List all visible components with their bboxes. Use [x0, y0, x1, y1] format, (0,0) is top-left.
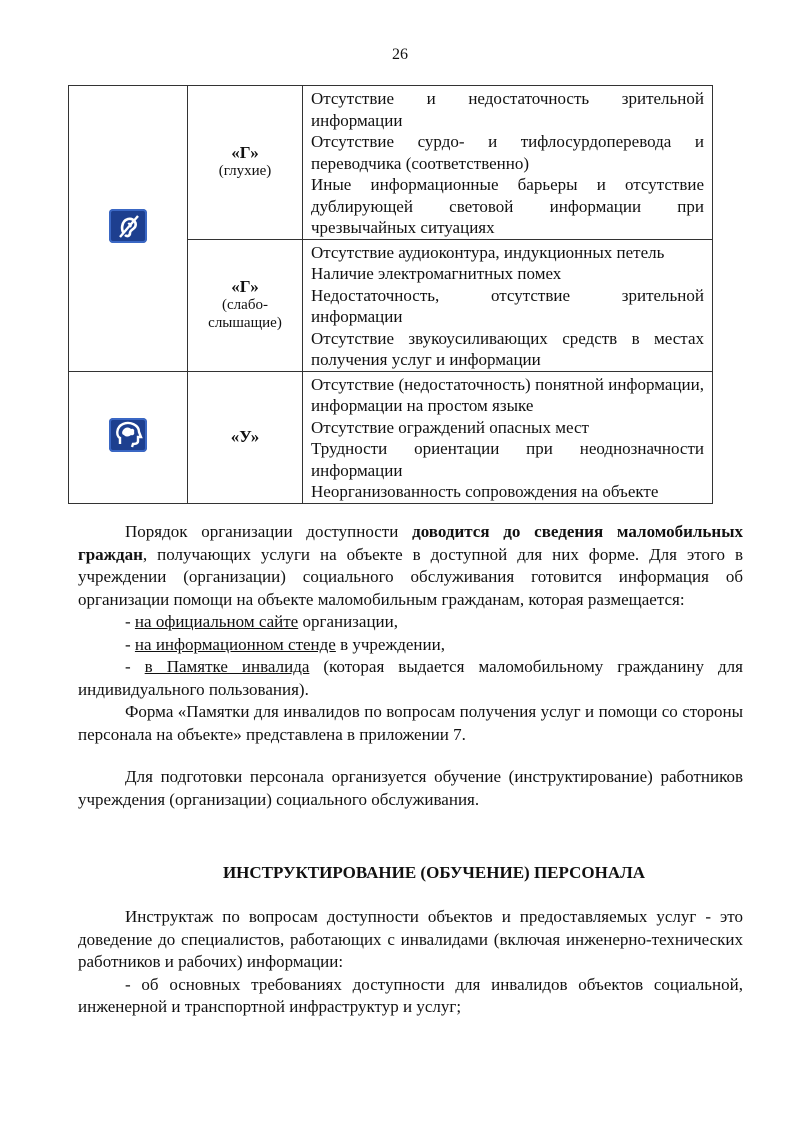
icon-cell	[69, 371, 188, 503]
category-code: «У»	[230, 427, 260, 446]
barrier-item: Отсутствие ограждений опасных мест	[311, 417, 589, 437]
list-bullet: -	[125, 612, 135, 631]
category-cell	[188, 239, 303, 371]
barrier-item: Отсутствие аудиоконтура, индукционных петель	[311, 242, 665, 262]
list-bullet: -	[125, 634, 135, 654]
category-code: «Г»	[231, 143, 259, 163]
underlined-text: на информационном стенде	[134, 634, 336, 654]
paragraph: Форма «Памятки для инвалидов по вопросам получения услуг и помощи со стороны персонала на объекте» представлена в приложении 7.	[78, 702, 743, 744]
paragraph-text: Порядок организации доступности	[125, 522, 413, 541]
category-cell	[188, 371, 303, 503]
list-text: организации,	[298, 612, 398, 631]
list-bullet: -	[125, 657, 145, 676]
paragraph	[78, 521, 743, 611]
section-heading: ИНСТРУКТИРОВАНИЕ (ОБУЧЕНИЕ) ПЕРСОНАЛА	[222, 863, 646, 882]
barrier-item: Неорганизованность сопровождения на объекте	[311, 482, 659, 501]
body-text-block	[78, 906, 743, 1019]
head-brain-icon	[109, 418, 147, 452]
barrier-item: Иные информационные барьеры и отсутствие дублирующей световой информации при чрезвычайных ситуациях	[311, 175, 704, 237]
body-text-block	[78, 521, 743, 811]
paragraph-text: , получающих услуги на объекте в доступной для них форме. Для этого в учреждении (организации) социального обслуживания готовится информация об организации помощи на объекте маломобильным гражданам, которая размещается:	[78, 544, 743, 609]
barrier-item: Отсутствие и недостаточность зрительной информации	[311, 89, 704, 130]
barrier-item: Отсутствие (недостаточность) понятной информации, информации на простом языке	[311, 374, 704, 415]
page-number: 26	[392, 46, 408, 63]
underlined-text: в Памятке инвалида	[144, 657, 310, 676]
category-code: «Г»	[231, 277, 259, 296]
category-desc: слышащие)	[208, 315, 282, 331]
underlined-text: на официальном сайте	[134, 612, 299, 631]
paragraph: Инструктаж по вопросам доступности объектов и предоставляемых услуг - это доведение до специалистов, работающих с инвалидами (включая инженерно-технических работников и рабочих) информации:	[78, 907, 743, 971]
bold-text: доводится до сведения маломобильных граждан	[78, 522, 743, 564]
barrier-item: Наличие электромагнитных помех	[311, 264, 562, 283]
list-text: (которая выдается маломобильному гражданину для индивидуального пользования).	[78, 657, 743, 699]
category-desc: (слабо-	[222, 297, 268, 313]
paragraph: Для подготовки персонала организуется обучение (инструктирование) работников учреждения (организации) социального обслуживания.	[78, 767, 743, 809]
category-cell	[188, 86, 303, 240]
table-row	[69, 86, 713, 240]
barriers-cell	[303, 239, 713, 371]
list-item	[78, 634, 743, 657]
barriers-cell	[303, 86, 713, 240]
category-desc: (глухие)	[218, 163, 272, 180]
list-text: в учреждении,	[335, 634, 445, 654]
barrier-item: Отсутствие сурдо- и тифлосурдоперевода и переводчика (соответственно)	[311, 132, 704, 173]
list-item	[78, 611, 743, 634]
barrier-item: Недостаточность, отсутствие зрительной информации	[311, 285, 704, 326]
table-row	[69, 371, 713, 503]
list-item	[78, 656, 743, 701]
icon-cell	[69, 86, 188, 372]
paragraph: - об основных требованиях доступности для инвалидов объектов социальной, инженерной и транспортной инфраструктур и услуг;	[78, 974, 743, 1016]
barriers-cell	[303, 371, 713, 503]
deaf-ear-icon	[109, 209, 147, 243]
barrier-item: Трудности ориентации при неоднозначности информации	[311, 439, 704, 480]
accessibility-barriers-table	[68, 85, 713, 504]
barrier-item: Отсутствие звукоусиливающих средств в местах получения услуг и информации	[311, 328, 704, 369]
